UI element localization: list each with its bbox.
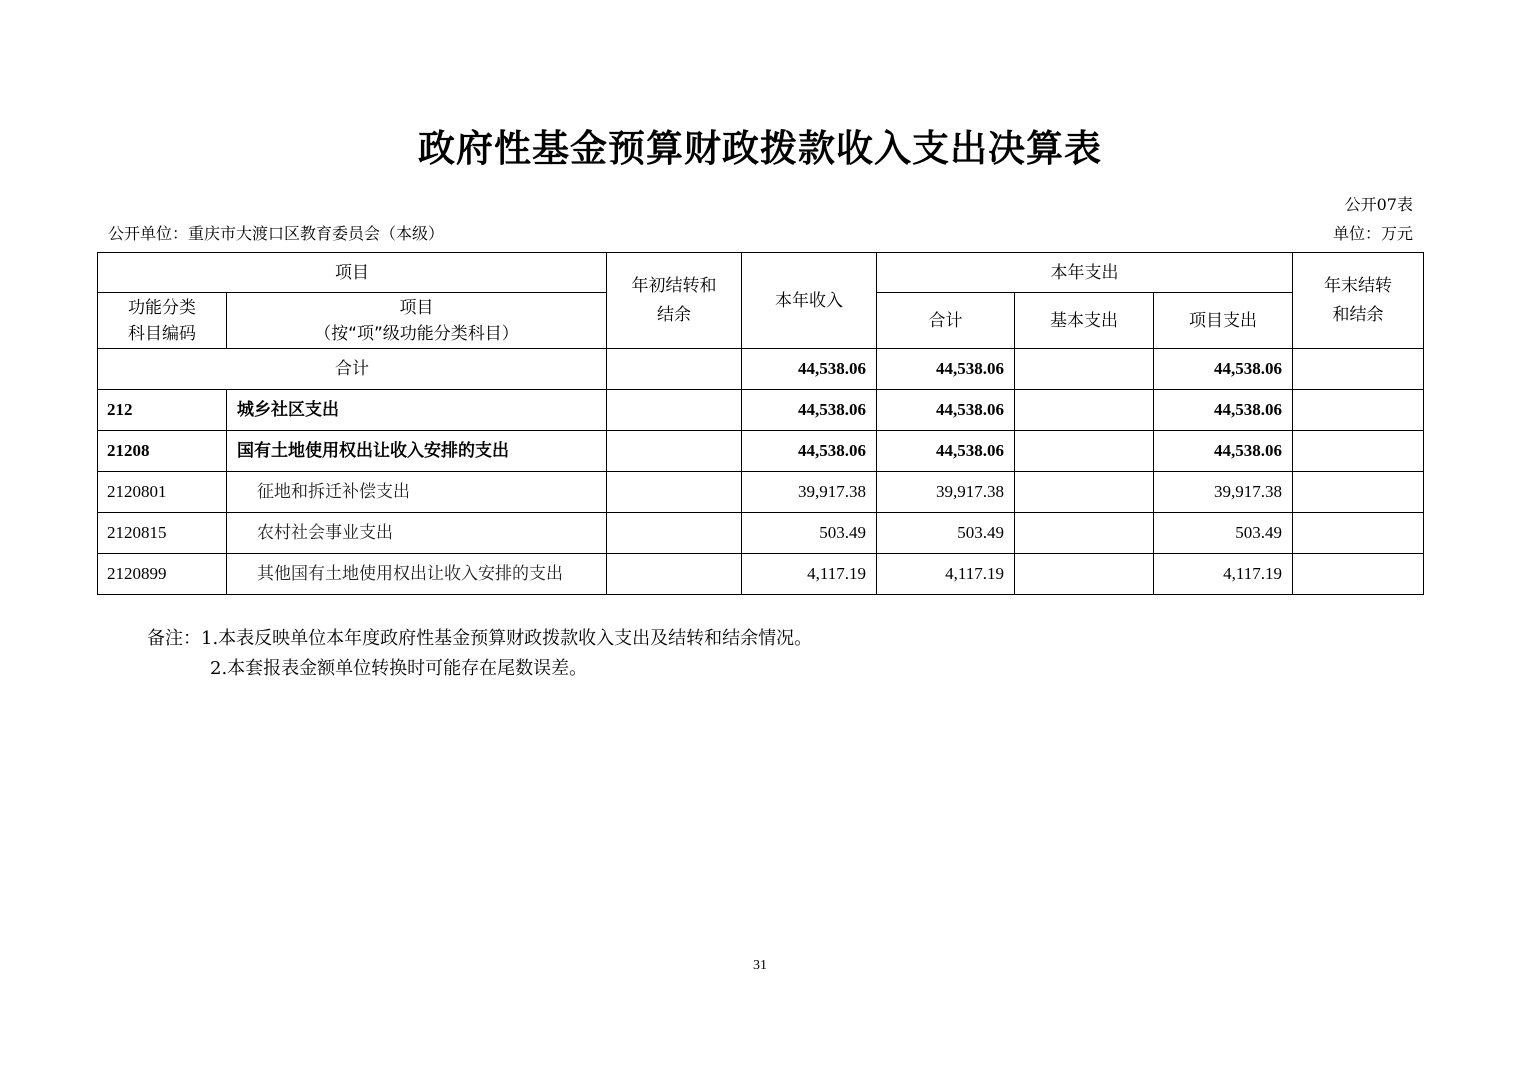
row-code: 21208	[98, 431, 227, 472]
row-closing	[1293, 390, 1424, 431]
table-row	[98, 513, 1424, 554]
row-name: 其他国有土地使用权出让收入安排的支出	[227, 554, 607, 595]
table-row	[98, 431, 1424, 472]
total-closing	[1293, 349, 1424, 390]
row-exp-basic	[1015, 554, 1154, 595]
note-line-2: 2.本套报表金额单位转换时可能存在尾数误差。	[210, 658, 588, 679]
row-exp-basic	[1015, 390, 1154, 431]
header-item-group: 项目	[98, 253, 607, 293]
row-opening	[607, 431, 742, 472]
row-income: 44,538.06	[742, 431, 877, 472]
row-opening	[607, 513, 742, 554]
row-closing	[1293, 431, 1424, 472]
total-exp-total: 44,538.06	[877, 349, 1015, 390]
row-exp-basic	[1015, 431, 1154, 472]
row-exp-project: 4,117.19	[1154, 554, 1293, 595]
row-code: 2120801	[98, 472, 227, 513]
row-exp-total: 4,117.19	[877, 554, 1015, 595]
row-exp-project: 44,538.06	[1154, 431, 1293, 472]
header-closing-balance: 年末结转和结余	[1293, 253, 1424, 349]
row-closing	[1293, 513, 1424, 554]
header-opening-balance: 年初结转和结余	[607, 253, 742, 349]
total-row	[98, 349, 1424, 390]
currency-unit: 单位：万元	[1332, 224, 1413, 243]
budget-table	[97, 252, 1424, 595]
row-code: 212	[98, 390, 227, 431]
row-income: 4,117.19	[742, 554, 877, 595]
total-income: 44,538.06	[742, 349, 877, 390]
row-exp-total: 44,538.06	[877, 390, 1015, 431]
row-exp-basic	[1015, 513, 1154, 554]
row-name: 征地和拆迁补偿支出	[227, 472, 607, 513]
row-opening	[607, 472, 742, 513]
row-opening	[607, 390, 742, 431]
page-number: 31	[753, 958, 767, 973]
row-exp-total: 503.49	[877, 513, 1015, 554]
reporting-unit: 公开单位：重庆市大渡口区教育委员会（本级）	[108, 224, 445, 243]
total-exp-project: 44,538.06	[1154, 349, 1293, 390]
row-exp-project: 39,917.38	[1154, 472, 1293, 513]
total-opening	[607, 349, 742, 390]
header-item-name: 项目 （按“项”级功能分类科目）	[227, 293, 607, 349]
row-name: 国有土地使用权出让收入安排的支出	[227, 431, 607, 472]
header-func-code: 功能分类科目编码	[98, 293, 227, 349]
row-name: 农村社会事业支出	[227, 513, 607, 554]
row-exp-project: 503.49	[1154, 513, 1293, 554]
header-row-1	[98, 253, 1424, 293]
form-number: 公开07表	[1344, 195, 1413, 214]
row-code: 2120815	[98, 513, 227, 554]
total-exp-basic	[1015, 349, 1154, 390]
row-income: 44,538.06	[742, 390, 877, 431]
header-exp-basic: 基本支出	[1015, 293, 1154, 349]
header-expenditure-group: 本年支出	[877, 253, 1293, 293]
row-exp-project: 44,538.06	[1154, 390, 1293, 431]
row-exp-total: 39,917.38	[877, 472, 1015, 513]
page-title: 政府性基金预算财政拨款收入支出决算表	[418, 127, 1102, 170]
row-name: 城乡社区支出	[227, 390, 607, 431]
table-row	[98, 472, 1424, 513]
header-income: 本年收入	[742, 253, 877, 349]
table-row	[98, 554, 1424, 595]
row-exp-total: 44,538.06	[877, 431, 1015, 472]
row-opening	[607, 554, 742, 595]
row-closing	[1293, 472, 1424, 513]
note-line-1: 备注：1.本表反映单位本年度政府性基金预算财政拨款收入支出及结转和结余情况。	[147, 628, 813, 649]
header-exp-total: 合计	[877, 293, 1015, 349]
notes	[147, 624, 812, 684]
table-row	[98, 390, 1424, 431]
row-closing	[1293, 554, 1424, 595]
row-exp-basic	[1015, 472, 1154, 513]
row-code: 2120899	[98, 554, 227, 595]
row-income: 503.49	[742, 513, 877, 554]
header-exp-project: 项目支出	[1154, 293, 1293, 349]
total-label: 合计	[98, 349, 607, 390]
row-income: 39,917.38	[742, 472, 877, 513]
